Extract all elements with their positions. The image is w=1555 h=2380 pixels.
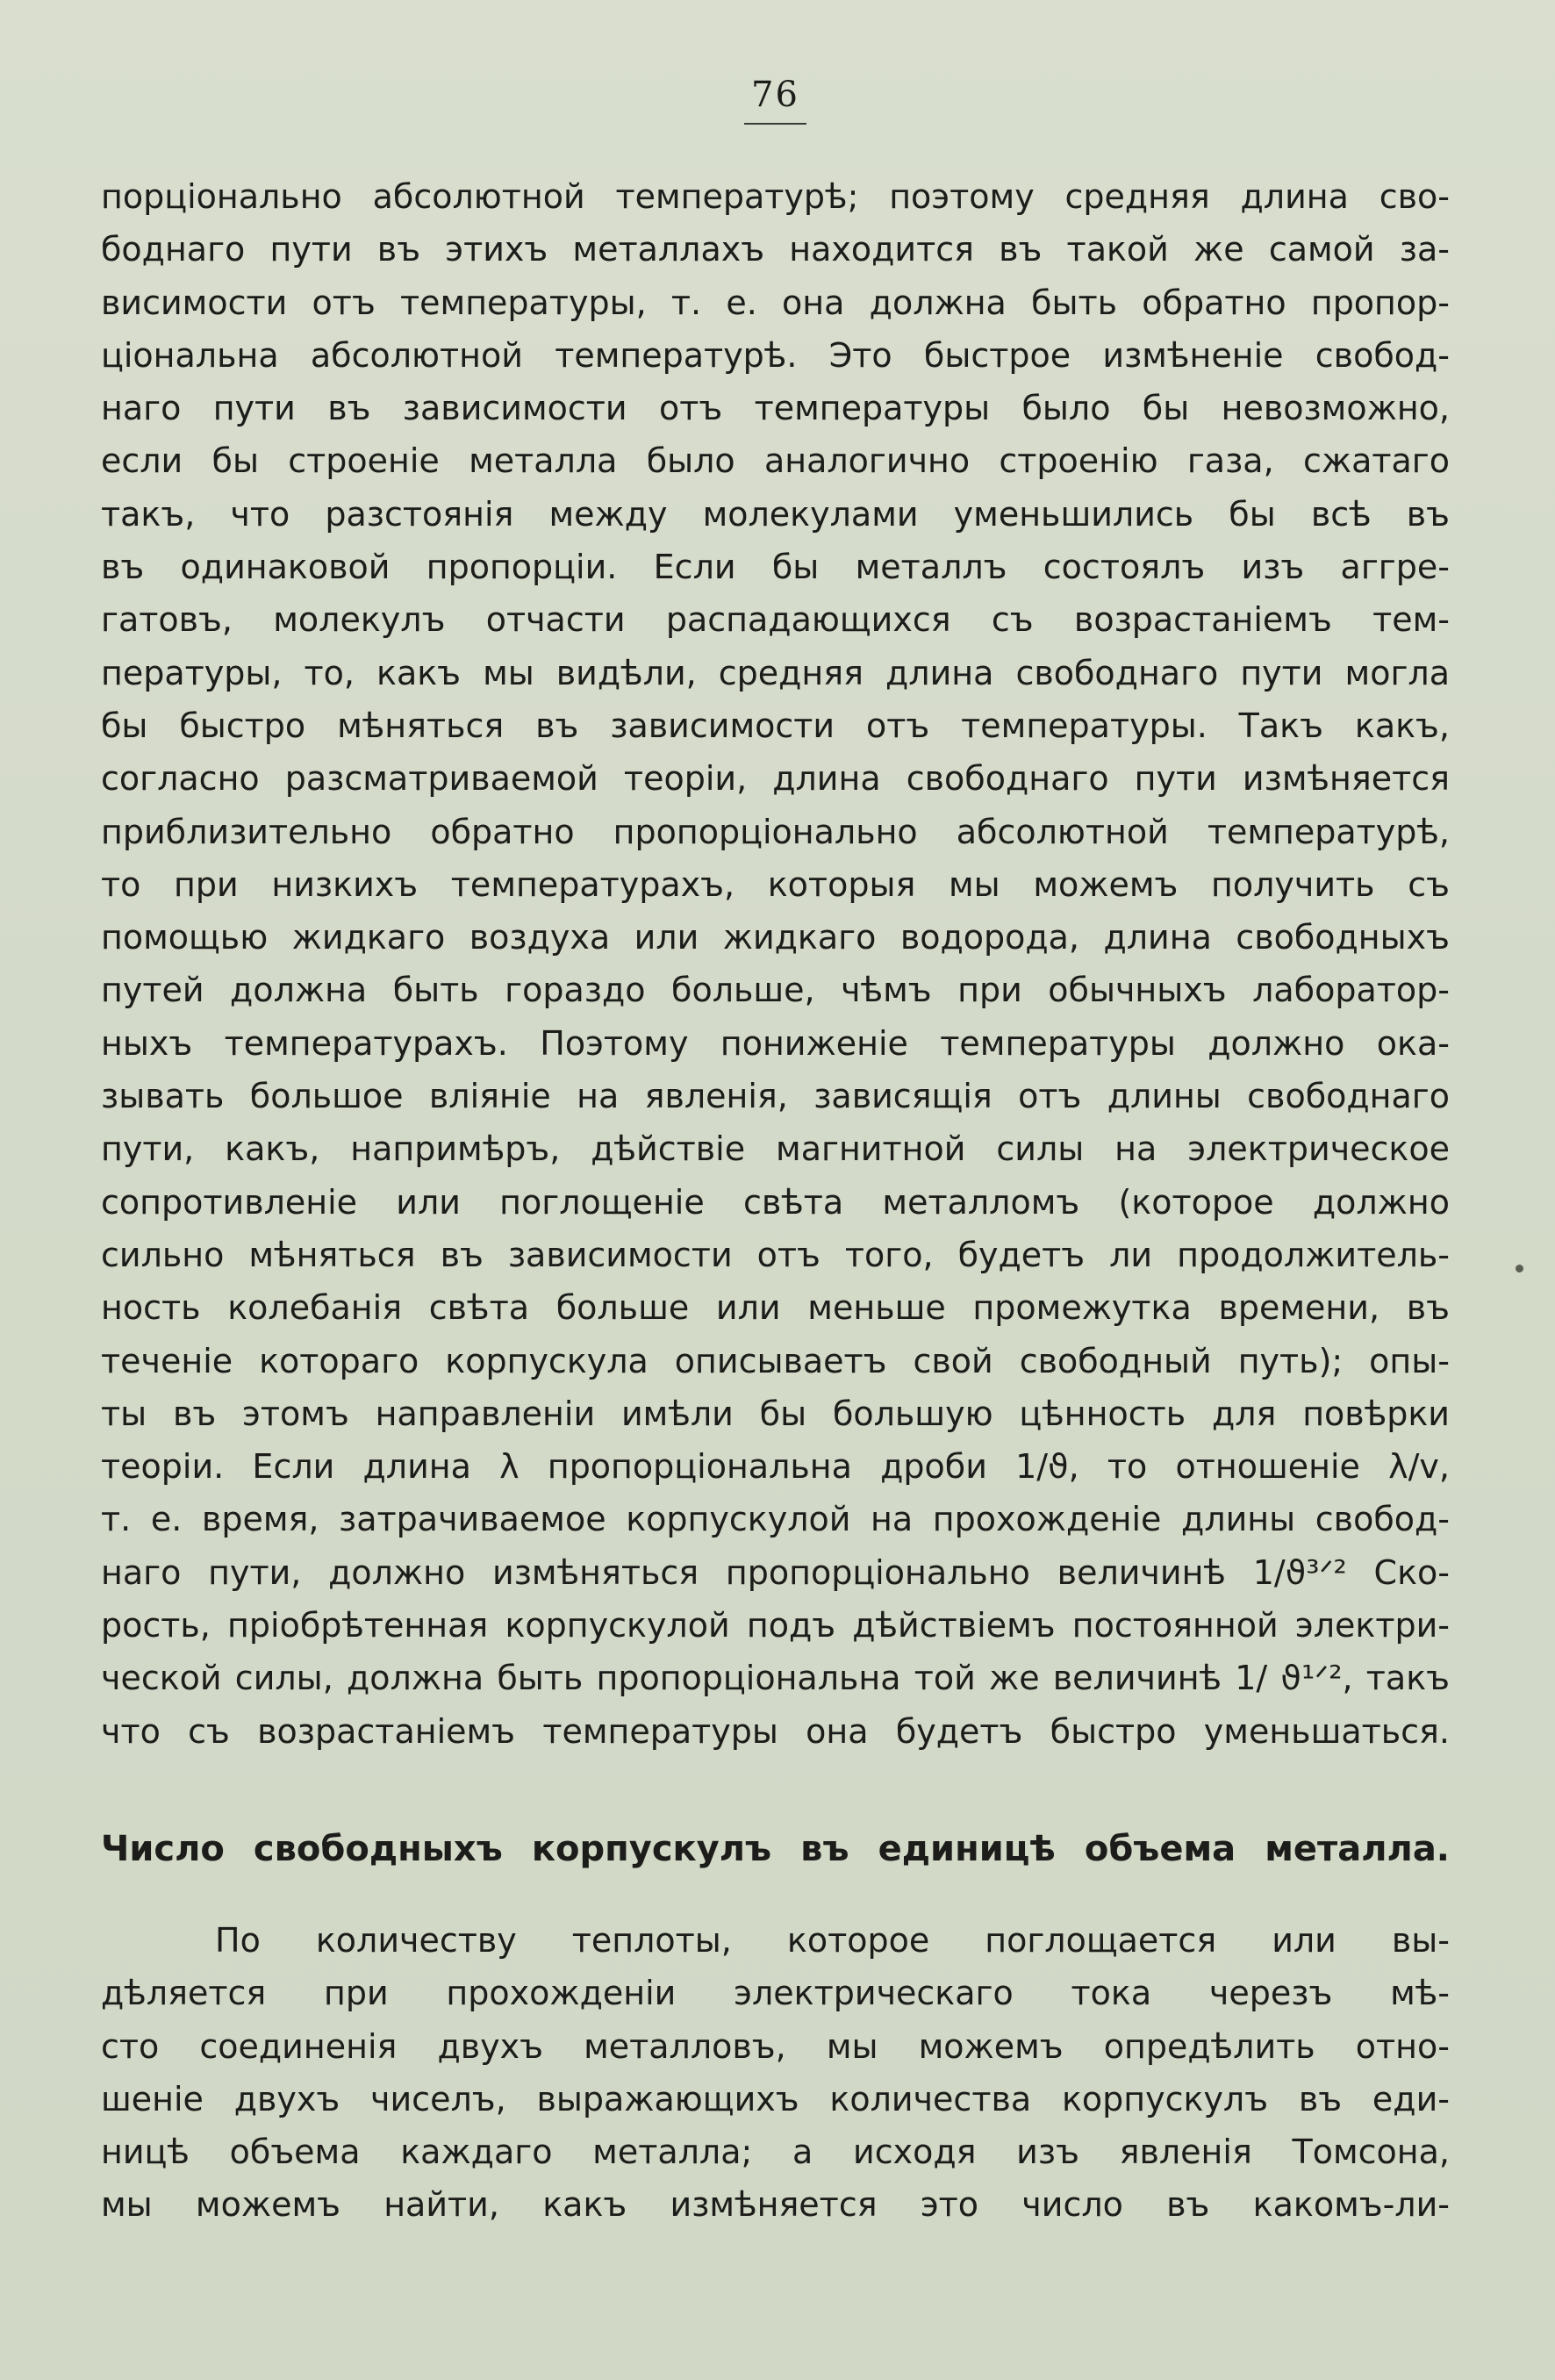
text-line: ціональна абсолютной температурѣ. Это быстрое измѣненіе свобод- <box>101 335 1450 375</box>
page-number <box>101 70 1450 125</box>
text-line: если бы строеніе металла было аналогично строенію газа, сжатаго <box>101 441 1450 481</box>
text-line: мы можемъ найти, какъ измѣняется это число въ какомъ-ли- <box>101 2185 1450 2225</box>
text-line: дѣляется при прохожденіи электрическаго тока черезъ мѣ- <box>101 1974 1450 2013</box>
text-line: рость, пріобрѣтенная корпускулой подъ дѣйствіемъ постоянной электри- <box>101 1606 1450 1645</box>
text-line: т. е. время, затрачиваемое корпускулой на прохожденіе длины свобод- <box>101 1500 1450 1539</box>
text-line: ты въ этомъ направленіи имѣли бы большую цѣнность для повѣрки <box>101 1394 1450 1433</box>
text-line: ческой силы, должна быть пропорціональна той же величинѣ 1/ ϑ¹ᐟ², такъ <box>101 1659 1450 1698</box>
text-line: висимости отъ температуры, т. е. она должна быть обратно пропор- <box>101 283 1450 322</box>
text-line: такъ, что разстоянія между молекулами уменьшились бы всѣ въ <box>101 494 1450 534</box>
text-line: сильно мѣняться въ зависимости отъ того, будетъ ли продолжитель- <box>101 1235 1450 1274</box>
margin-speck <box>1516 1265 1523 1272</box>
text-line: ницѣ объема каждаго металла; а исходя изъ явленія Томсона, <box>101 2133 1450 2172</box>
text-line: теченіе котораго корпускула описываетъ свой свободный путь); опы- <box>101 1341 1450 1380</box>
text-line: порціонально абсолютной температурѣ; поэтому средняя длина сво- <box>101 177 1450 216</box>
text-line: шеніе двухъ чиселъ, выражающихъ количества корпускулъ въ еди- <box>101 2079 1450 2118</box>
text-line: бы быстро мѣняться въ зависимости отъ температуры. Такъ какъ, <box>101 706 1450 745</box>
text-line: сопротивленіе или поглощеніе свѣта металломъ (которое должно <box>101 1182 1450 1222</box>
text-line: ныхъ температурахъ. Поэтому пониженіе температуры должно ока- <box>101 1023 1450 1063</box>
page-number-text: 76 <box>744 70 806 125</box>
text-line: приблизительно обратно пропорціонально абсолютной температурѣ, <box>101 812 1450 851</box>
text-line: то при низкихъ температурахъ, которыя мы можемъ получить съ <box>101 864 1450 904</box>
text-line: путей должна быть гораздо больше, чѣмъ при обычныхъ лаборатор- <box>101 971 1450 1010</box>
text-line: теоріи. Если длина λ пропорціональна дроби 1/ϑ, то отношеніе λ/v, <box>101 1447 1450 1487</box>
paragraph-2 <box>101 1914 1450 2232</box>
text-line: ность колебанія свѣта больше или меньше промежутка времени, въ <box>101 1288 1450 1328</box>
text-line: пературы, то, какъ мы видѣли, средняя длина свободнаго пути могла <box>101 653 1450 692</box>
text-line: помощью жидкаго воздуха или жидкаго водорода, длина свободныхъ <box>101 918 1450 957</box>
section-heading: Число свободныхъ корпускулъ въ единицѣ объема металла. <box>101 1828 1450 1869</box>
text-line: зывать большое вліяніе на явленія, зависящія отъ длины свободнаго <box>101 1077 1450 1116</box>
paragraph-1 <box>101 170 1450 1758</box>
text-line: боднаго пути въ этихъ металлахъ находится въ такой же самой за- <box>101 230 1450 269</box>
text-line: что съ возрастаніемъ температуры она будетъ быстро уменьшаться. <box>101 1711 1450 1751</box>
text-line: пути, какъ, напримѣръ, дѣйствіе магнитной силы на электрическое <box>101 1129 1450 1169</box>
text-line: наго пути, должно измѣняться пропорціонально величинѣ 1/ϑ³ᐟ² Ско- <box>101 1552 1450 1592</box>
text-line: сто соединенія двухъ металловъ, мы можемъ опредѣлить отно- <box>101 2026 1450 2066</box>
text-line: гатовъ, молекулъ отчасти распадающихся съ возрастаніемъ тем- <box>101 600 1450 640</box>
text-line: въ одинаковой пропорціи. Если бы металлъ состоялъ изъ aггре- <box>101 548 1450 587</box>
text-line: По количеству теплоты, которое поглощается или вы- <box>215 1920 1450 1960</box>
text-line: согласно разсматриваемой теоріи, длина свободнаго пути измѣняется <box>101 759 1450 799</box>
text-line: наго пути въ зависимости отъ температуры было бы невозможно, <box>101 389 1450 428</box>
